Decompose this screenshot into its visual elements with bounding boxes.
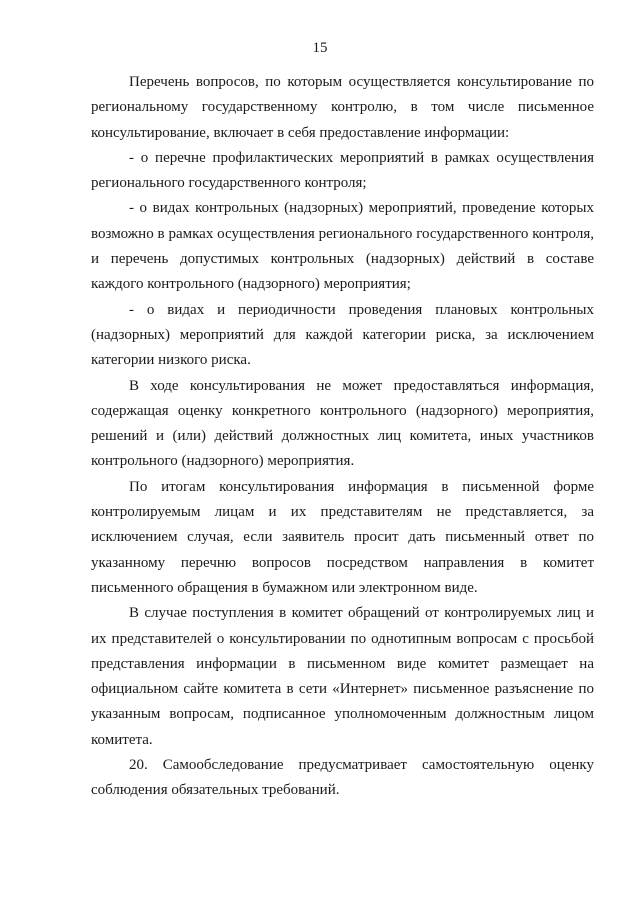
page-number: 15 — [312, 40, 328, 56]
paragraph-written-answer-policy: По итогам консультирования информация в письменной форме контролируемым лицам и их представителям не представляется, за исключением случая, если заявитель просит дать письменный ответ по указанному перечню вопросов посредством направления в комитет письменного обращения в бумажном или электронном виде. — [91, 478, 594, 596]
paragraph-consultation-restrictions: В ходе консультирования не может предоставляться информация, содержащая оценку конкретного контрольного (надзорного) мероприятия, решений и (или) действий должностных лиц комитета, иных участников контрольного (надзорного) мероприятия. — [91, 377, 594, 470]
list-item-preventive-measures: - о перечне профилактических мероприятий в рамках осуществления регионального государственного контроля; — [91, 149, 594, 192]
paragraph-self-assessment: 20. Самообследование предусматривает самостоятельную оценку соблюдения обязательных требований. — [91, 757, 594, 799]
paragraph-consultation-topics-intro: Перечень вопросов, по которым осуществляется консультирование по региональному государственному контролю, в том числе письменное консультирование, включает в себя предоставление информации: — [91, 74, 594, 141]
document-body — [91, 70, 594, 804]
list-item-control-measure-types: - о видах контрольных (надзорных) мероприятий, проведение которых возможно в рамках осуществления регионального государственного контроля, и перечень допустимых контрольных (надзорных) действий в составе каждого контрольного (надзорного) мероприятия; — [91, 200, 594, 293]
paragraph-public-clarification: В случае поступления в комитет обращений от контролируемых лиц и их представителей о консультировании по однотипным вопросам с просьбой представления информации в письменном виде комитет размещает на официальном сайте комитета в сети «Интернет» письменное разъяснение по указанным вопросам, подписанное уполномоченным должностным лицом комитета. — [91, 605, 594, 748]
list-item-planned-measure-frequency: - о видах и периодичности проведения плановых контрольных (надзорных) мероприятий для каждой категории риска, за исключением категории низкого риска. — [91, 301, 594, 369]
